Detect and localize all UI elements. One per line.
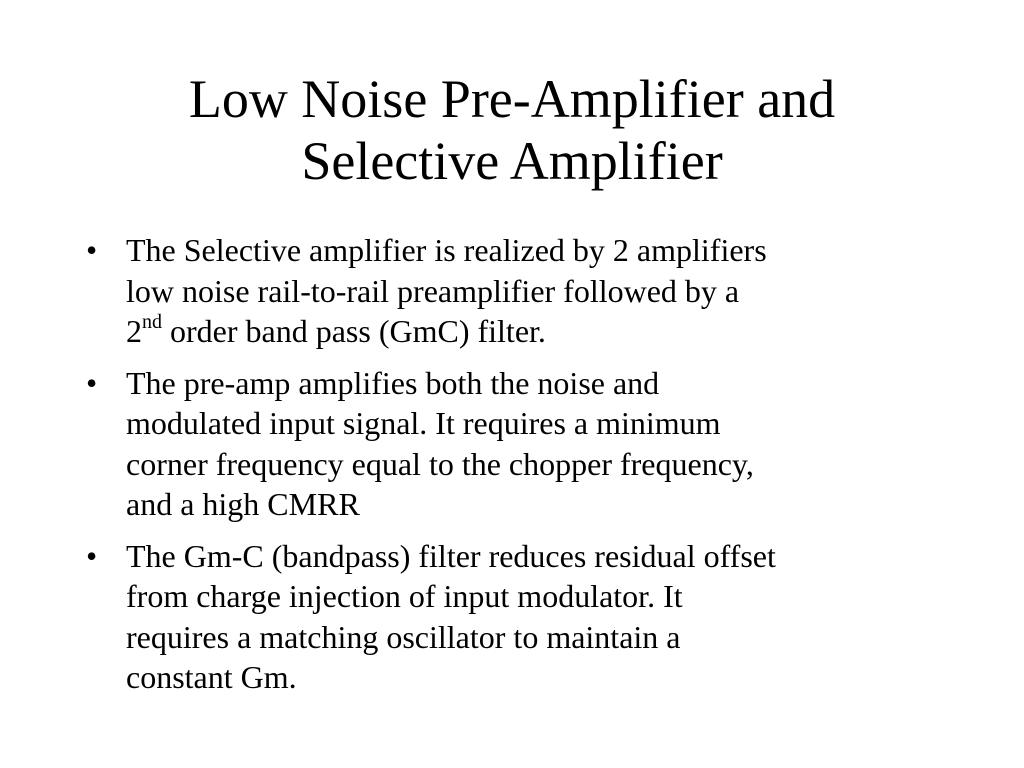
bullet-item-2 <box>86 363 966 525</box>
bullet-marker: • <box>86 537 98 574</box>
bullet-text <box>126 230 966 352</box>
bullet-marker: • <box>86 364 98 401</box>
bullet-line: modulated input signal. It requires a minimum <box>126 405 721 441</box>
bullet-line: low noise rail-to-rail preamplifier followed by a <box>126 272 740 309</box>
bullet-line: corner frequency equal to the chopper frequency, <box>126 445 754 482</box>
bullet-line: The Gm-C (bandpass) filter reduces residual offset <box>126 537 776 574</box>
bullet-line: and a high CMRR <box>126 486 360 522</box>
slide-title <box>60 68 964 192</box>
bullet-text <box>126 363 966 525</box>
bullet-list <box>86 230 966 709</box>
bullet-line: requires a matching oscillator to maintain a <box>126 618 681 655</box>
bullet-marker: • <box>86 232 98 268</box>
bullet-line-rest: order band pass (GmC) filter. <box>162 313 546 349</box>
bullet-text <box>126 536 966 698</box>
ordinal-number: 2 <box>126 313 142 349</box>
bullet-item-1 <box>86 230 966 352</box>
title-line-1: Low Noise Pre-Amplifier and <box>188 69 836 129</box>
ordinal-superscript: nd <box>142 311 162 334</box>
bullet-line <box>126 311 966 352</box>
bullet-line: The Selective amplifier is realized by 2 amplifiers <box>126 232 767 268</box>
bullet-line: The pre-amp amplifies both the noise and <box>126 364 660 401</box>
title-line-2: Selective Amplifier <box>301 131 723 191</box>
bullet-line: constant Gm. <box>126 659 297 695</box>
bullet-item-3 <box>86 536 966 698</box>
bullet-line: from charge injection of input modulator. It <box>126 578 683 614</box>
